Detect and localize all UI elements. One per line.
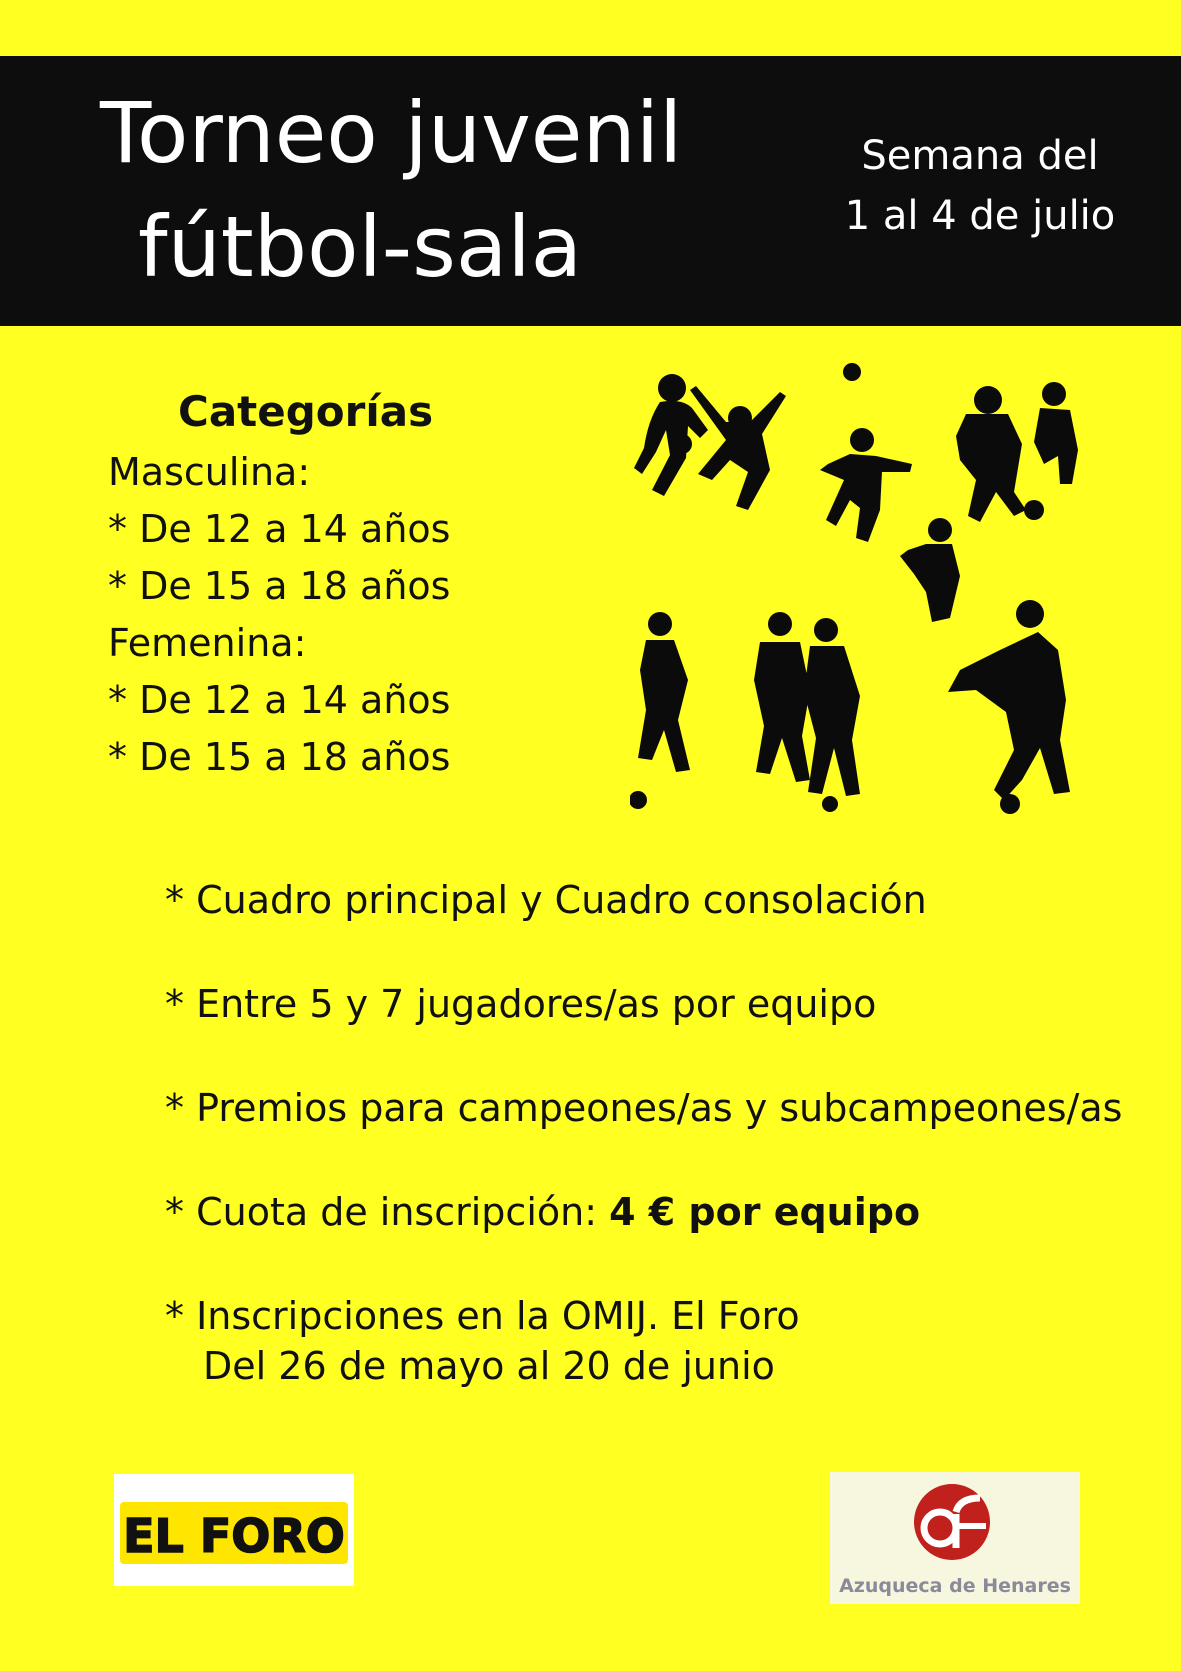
player-silhouette bbox=[804, 618, 860, 812]
player-silhouette bbox=[820, 428, 912, 542]
feminine-item: * De 12 a 14 años bbox=[108, 678, 451, 722]
azuqueca-logo-art bbox=[830, 1472, 1080, 1604]
player-silhouette bbox=[900, 518, 960, 622]
masculine-item: * De 12 a 14 años bbox=[108, 507, 451, 551]
fee-info bbox=[165, 1187, 1122, 1237]
el-foro-logo-art bbox=[114, 1474, 354, 1586]
masculine-item: * De 15 a 18 años bbox=[108, 564, 451, 608]
el-foro-logo-text: EL FORO bbox=[123, 1509, 345, 1563]
tournament-title bbox=[100, 76, 682, 304]
player-silhouette bbox=[754, 612, 810, 782]
tournament-dates bbox=[790, 126, 1170, 246]
player-silhouette bbox=[1034, 382, 1078, 484]
football-players-silhouettes bbox=[630, 360, 1090, 822]
feminine-label: Femenina: bbox=[108, 621, 307, 665]
title-line-1: Torneo juvenil bbox=[100, 84, 683, 182]
registration-line-2: Del 26 de mayo al 20 de junio bbox=[203, 1344, 775, 1388]
player-silhouette bbox=[630, 612, 690, 809]
title-line-2: fútbol-sala bbox=[138, 198, 583, 296]
info-item: * Premios para campeones/as y subcampeones/as bbox=[165, 1086, 1123, 1130]
registration-line-1: * Inscripciones en la OMIJ. El Foro bbox=[165, 1294, 800, 1338]
registration-info bbox=[165, 1291, 1122, 1391]
fee-amount: 4 € por equipo bbox=[609, 1190, 921, 1234]
info-item: * Entre 5 y 7 jugadores/as por equipo bbox=[165, 982, 877, 1026]
dates-line-2: 1 al 4 de julio bbox=[844, 193, 1116, 239]
fee-label: * Cuota de inscripción: bbox=[165, 1190, 610, 1234]
azuqueca-logo-text: Azuqueca de Henares bbox=[839, 1575, 1071, 1597]
player-silhouette bbox=[956, 386, 1044, 522]
info-item: * Cuadro principal y Cuadro consolación bbox=[165, 878, 927, 922]
header-banner bbox=[0, 56, 1181, 326]
masculine-label: Masculina: bbox=[108, 450, 311, 494]
player-silhouette bbox=[948, 600, 1070, 814]
el-foro-logo bbox=[114, 1474, 354, 1586]
feminine-item: * De 15 a 18 años bbox=[108, 735, 451, 779]
categories-heading: Categorías bbox=[178, 387, 434, 436]
tournament-info bbox=[165, 875, 1122, 1391]
player-silhouette bbox=[672, 386, 786, 510]
categories-section bbox=[108, 382, 450, 786]
azuqueca-logo bbox=[830, 1472, 1080, 1604]
dates-line-1: Semana del bbox=[861, 133, 1099, 179]
